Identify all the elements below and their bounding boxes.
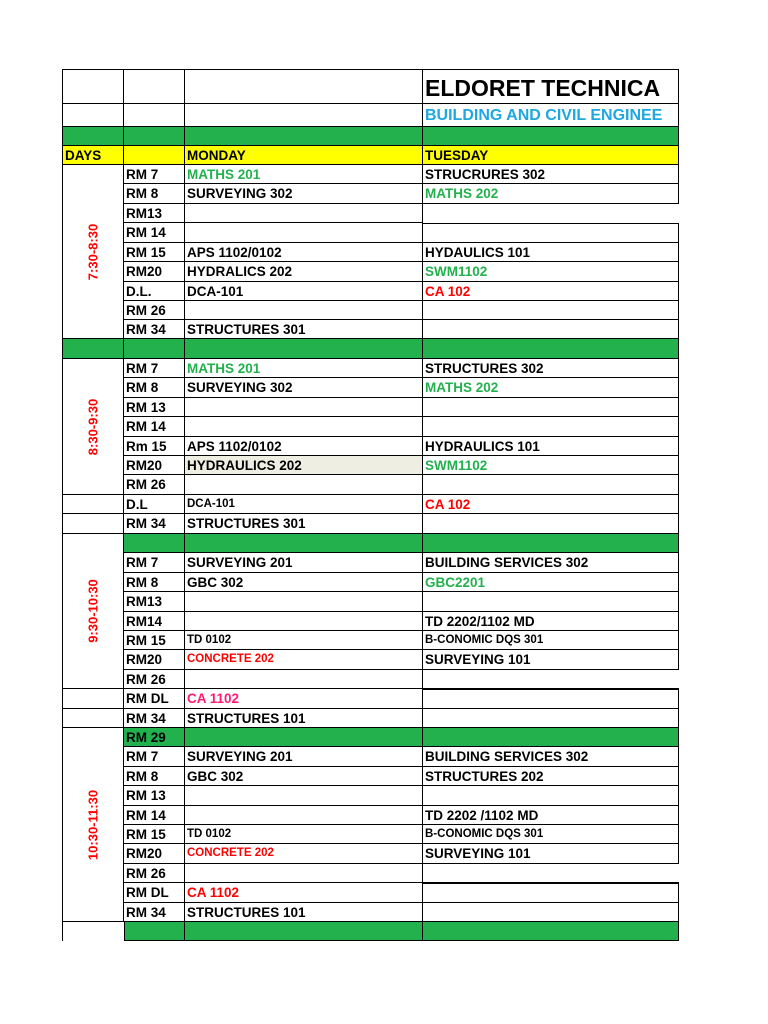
monday-cell[interactable]: STRUCTURES 101 [185, 709, 423, 728]
cell[interactable] [185, 922, 423, 941]
cell[interactable] [423, 922, 679, 941]
monday-cell[interactable] [185, 204, 423, 223]
table-row [62, 320, 679, 339]
table-row [62, 223, 679, 243]
tuesday-cell[interactable]: B-CONOMIC DQS 301 [423, 825, 679, 844]
monday-cell[interactable]: GBC 302 [185, 767, 423, 786]
cell[interactable] [62, 69, 124, 104]
monday-cell[interactable]: STRUCTURES 301 [185, 514, 423, 534]
table-row [62, 747, 679, 767]
room-cell[interactable]: RM 34 [124, 514, 185, 534]
tuesday-cell[interactable] [423, 670, 679, 689]
monday-cell[interactable] [185, 301, 423, 320]
table-row [62, 475, 679, 495]
table-row [62, 767, 679, 786]
tuesday-cell[interactable]: TD 2202/1102 MD [423, 612, 679, 631]
tuesday-cell[interactable] [423, 689, 679, 709]
monday-cell[interactable] [185, 592, 423, 612]
separator-band [62, 922, 679, 941]
cell[interactable] [62, 104, 124, 127]
separator-band [62, 534, 679, 553]
title-row [62, 69, 679, 104]
room-cell[interactable]: RM 7 [124, 165, 185, 184]
room-cell[interactable]: D.L. [124, 282, 185, 301]
room-cell[interactable]: RM DL [124, 689, 185, 709]
table-row [62, 592, 679, 612]
cell[interactable] [423, 127, 679, 146]
tuesday-cell[interactable]: CA 102 [423, 495, 679, 514]
table-row [62, 398, 679, 417]
table-row [62, 709, 679, 728]
monday-cell[interactable] [185, 417, 423, 437]
room-cell[interactable]: RM 14 [124, 417, 185, 437]
room-cell[interactable]: RM20 [124, 650, 185, 670]
room-cell[interactable]: RM 7 [124, 747, 185, 767]
room-cell[interactable]: RM 29 [124, 728, 185, 747]
monday-cell[interactable] [185, 612, 423, 631]
tuesday-cell[interactable] [423, 786, 679, 806]
cell[interactable] [62, 709, 124, 728]
time-slot-label: 7:30-8:30 [85, 223, 101, 280]
tuesday-cell[interactable]: STRUCTURES 202 [423, 767, 679, 786]
tuesday-cell[interactable] [423, 320, 679, 339]
table-row [62, 650, 679, 670]
tuesday-cell[interactable]: SWM1102 [423, 262, 679, 282]
time-slot-label: 8:30-9:30 [85, 398, 101, 455]
tuesday-cell[interactable]: SWM1102 [423, 456, 679, 475]
tuesday-cell[interactable] [423, 709, 679, 728]
cell[interactable] [185, 127, 423, 146]
room-cell[interactable]: RM 34 [124, 903, 185, 922]
monday-cell[interactable]: STRUCTURES 101 [185, 903, 423, 922]
cell[interactable] [124, 146, 185, 165]
monday-cell[interactable]: STRUCTURES 301 [185, 320, 423, 339]
tuesday-cell[interactable]: STRUCTURES 302 [423, 359, 679, 378]
tuesday-cell[interactable]: MATHS 202 [423, 184, 679, 204]
tuesday-cell[interactable] [423, 903, 679, 922]
tuesday-cell[interactable]: GBC2201 [423, 573, 679, 592]
room-cell[interactable]: RM 15 [124, 243, 185, 262]
monday-cell[interactable]: SURVEYING 302 [185, 184, 423, 204]
cell[interactable] [185, 728, 423, 747]
separator-band [62, 339, 679, 359]
table-row [62, 825, 679, 844]
monday-cell[interactable]: SURVEYING 201 [185, 747, 423, 767]
table-row [62, 844, 679, 864]
room-cell[interactable]: RM 13 [124, 398, 185, 417]
tuesday-cell[interactable] [423, 864, 679, 883]
table-row [62, 631, 679, 650]
room-cell[interactable]: RM 8 [124, 767, 185, 786]
table-row [62, 437, 679, 456]
room-cell[interactable]: RM 7 [124, 359, 185, 378]
room-cell[interactable]: RM 14 [124, 806, 185, 825]
monday-cell[interactable] [185, 786, 423, 806]
room-cell[interactable]: RM 7 [124, 553, 185, 573]
room-cell[interactable]: RM 26 [124, 475, 185, 495]
department-subtitle[interactable]: BUILDING AND CIVIL ENGINEE [423, 104, 679, 127]
monday-cell[interactable] [185, 670, 423, 689]
cell[interactable] [124, 69, 185, 104]
room-cell[interactable]: RM 15 [124, 825, 185, 844]
tuesday-cell[interactable] [423, 301, 679, 320]
monday-cell[interactable]: CA 1102 [185, 883, 423, 903]
room-cell[interactable]: RM13 [124, 204, 185, 223]
table-row [62, 262, 679, 282]
monday-cell[interactable]: CONCRETE 202 [185, 650, 423, 670]
room-cell[interactable]: RM 8 [124, 184, 185, 204]
cell[interactable] [124, 922, 185, 941]
room-cell[interactable]: RM DL [124, 883, 185, 903]
room-cell[interactable]: RM 26 [124, 301, 185, 320]
monday-cell[interactable]: TD 0102 [185, 825, 423, 844]
cell[interactable] [124, 127, 185, 146]
cell[interactable] [124, 534, 185, 553]
room-cell[interactable]: RM 8 [124, 378, 185, 398]
table-row [62, 864, 679, 883]
tuesday-cell[interactable]: STRUCRURES 302 [423, 165, 679, 184]
room-cell[interactable]: D.L [124, 495, 185, 514]
cell[interactable] [124, 339, 185, 359]
room-cell[interactable]: RM14 [124, 612, 185, 631]
monday-cell[interactable] [185, 475, 423, 495]
table-row [62, 553, 679, 573]
monday-cell[interactable]: APS 1102/0102 [185, 437, 423, 456]
tuesday-cell[interactable]: SURVEYING 101 [423, 650, 679, 670]
tuesday-header[interactable]: TUESDAY [423, 146, 679, 165]
tuesday-cell[interactable] [423, 223, 679, 243]
cell[interactable] [62, 339, 124, 359]
tuesday-cell[interactable] [423, 475, 679, 495]
tuesday-cell[interactable] [423, 592, 679, 612]
room-cell[interactable]: RM20 [124, 456, 185, 475]
time-slot-label: 10:30-11:30 [85, 789, 101, 860]
room-cell[interactable]: RM 8 [124, 573, 185, 592]
tuesday-cell[interactable]: BUILDING SERVICES 302 [423, 747, 679, 767]
table-row [62, 883, 679, 903]
room-cell[interactable]: RM20 [124, 844, 185, 864]
table-row [62, 204, 679, 223]
table-row [62, 670, 679, 689]
tuesday-cell[interactable]: B-CONOMIC DQS 301 [423, 631, 679, 650]
monday-cell[interactable] [185, 223, 423, 243]
monday-cell[interactable]: TD 0102 [185, 631, 423, 650]
tuesday-cell[interactable] [423, 883, 679, 903]
grid-line [62, 922, 63, 941]
monday-cell[interactable]: CA 1102 [185, 689, 423, 709]
room-cell[interactable]: RM 26 [124, 864, 185, 883]
separator-band [62, 728, 679, 747]
cell[interactable] [185, 69, 423, 104]
room-cell[interactable]: RM 34 [124, 709, 185, 728]
monday-cell[interactable]: APS 1102/0102 [185, 243, 423, 262]
tuesday-cell[interactable]: MATHS 202 [423, 378, 679, 398]
room-cell[interactable]: RM13 [124, 592, 185, 612]
cell[interactable] [185, 534, 423, 553]
cell[interactable] [62, 514, 124, 534]
table-row [62, 612, 679, 631]
table-row [62, 903, 679, 922]
table-row [62, 378, 679, 398]
room-cell[interactable]: RM 34 [124, 320, 185, 339]
table-row [62, 514, 679, 534]
monday-cell[interactable]: CONCRETE 202 [185, 844, 423, 864]
tuesday-cell[interactable]: BUILDING SERVICES 302 [423, 553, 679, 573]
monday-cell[interactable]: DCA-101 [185, 495, 423, 514]
room-cell[interactable]: RM 26 [124, 670, 185, 689]
cell[interactable] [185, 339, 423, 359]
table-row [62, 359, 679, 378]
days-header[interactable]: DAYS [62, 146, 124, 165]
monday-cell[interactable]: HYDRALICS 202 [185, 262, 423, 282]
cell[interactable] [124, 104, 185, 127]
table-row [62, 573, 679, 592]
time-slot-label: 9:30-10:30 [85, 579, 101, 643]
table-row [62, 301, 679, 320]
room-cell[interactable]: RM 13 [124, 786, 185, 806]
tuesday-cell[interactable] [423, 398, 679, 417]
room-cell[interactable]: RM20 [124, 262, 185, 282]
table-row [62, 456, 679, 475]
table-row [62, 786, 679, 806]
monday-cell[interactable]: GBC 302 [185, 573, 423, 592]
table-row [62, 806, 679, 825]
table-row [62, 417, 679, 437]
separator-band [62, 127, 679, 146]
tuesday-cell[interactable]: TD 2202 /1102 MD [423, 806, 679, 825]
cell[interactable] [423, 534, 679, 553]
tuesday-cell[interactable] [423, 417, 679, 437]
cell[interactable] [423, 728, 679, 747]
monday-cell[interactable]: MATHS 201 [185, 165, 423, 184]
tuesday-cell[interactable]: CA 102 [423, 282, 679, 301]
cell[interactable] [62, 127, 124, 146]
monday-cell[interactable]: MATHS 201 [185, 359, 423, 378]
column-header-row [62, 146, 679, 165]
tuesday-cell[interactable]: HYDAULICS 101 [423, 243, 679, 262]
institution-title[interactable]: ELDORET TECHNICA [423, 69, 679, 104]
cell[interactable] [62, 689, 124, 709]
monday-cell[interactable] [185, 806, 423, 825]
room-cell[interactable]: Rm 15 [124, 437, 185, 456]
table-row [62, 689, 679, 709]
monday-cell[interactable]: SURVEYING 302 [185, 378, 423, 398]
tuesday-cell[interactable] [423, 204, 679, 223]
monday-cell[interactable]: DCA-101 [185, 282, 423, 301]
monday-cell[interactable] [185, 864, 423, 883]
room-cell[interactable]: RM 14 [124, 223, 185, 243]
cell[interactable] [185, 104, 423, 127]
table-row [62, 282, 679, 301]
table-row [62, 165, 679, 184]
table-row [62, 495, 679, 514]
subtitle-row [62, 104, 679, 127]
tuesday-cell[interactable]: SURVEYING 101 [423, 844, 679, 864]
table-row [62, 184, 679, 204]
tuesday-cell[interactable]: HYDRAULICS 101 [423, 437, 679, 456]
cell[interactable] [423, 339, 679, 359]
monday-cell[interactable] [185, 398, 423, 417]
room-cell[interactable]: RM 15 [124, 631, 185, 650]
monday-cell[interactable]: SURVEYING 201 [185, 553, 423, 573]
cell[interactable] [62, 495, 124, 514]
monday-cell[interactable]: HYDRAULICS 202 [185, 456, 423, 475]
table-row [62, 243, 679, 262]
monday-header[interactable]: MONDAY [185, 146, 423, 165]
tuesday-cell[interactable] [423, 514, 679, 534]
